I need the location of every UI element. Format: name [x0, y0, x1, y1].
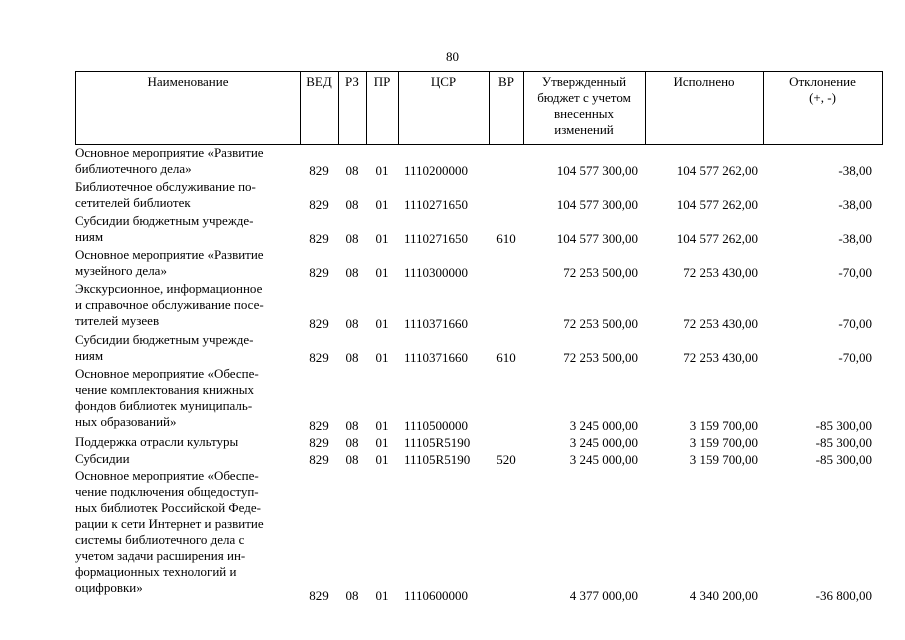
row-approved: 72 253 500,00	[563, 350, 638, 365]
table-header	[75, 71, 883, 145]
header-deviation: Отклонение (+, -)	[789, 74, 856, 105]
row-csr: 1110371660	[404, 350, 469, 365]
header-csr: ЦСР	[430, 74, 457, 89]
row-deviation: -38,00	[838, 163, 872, 178]
row-csr: 1110200000	[404, 163, 469, 178]
table-row	[0, 366, 905, 434]
row-pr: 01	[375, 265, 389, 280]
row-name: Субсидии бюджетным учрежде- ниям	[75, 332, 254, 363]
row-rz: 08	[345, 231, 359, 246]
header-executed: Исполнено	[673, 74, 735, 89]
row-vr: 610	[496, 350, 516, 365]
row-rz: 08	[345, 452, 359, 467]
row-executed: 3 159 700,00	[689, 418, 758, 433]
row-pr: 01	[375, 163, 389, 178]
row-ved: 829	[309, 265, 329, 280]
row-pr: 01	[375, 350, 389, 365]
row-executed: 72 253 430,00	[683, 316, 758, 331]
row-executed: 72 253 430,00	[683, 265, 758, 280]
row-approved: 4 377 000,00	[569, 588, 638, 603]
row-pr: 01	[375, 231, 389, 246]
row-executed: 104 577 262,00	[676, 231, 758, 246]
row-executed: 4 340 200,00	[689, 588, 758, 603]
table-row	[0, 451, 905, 468]
row-pr: 01	[375, 435, 389, 450]
row-csr: 1110500000	[404, 418, 469, 433]
row-ved: 829	[309, 418, 329, 433]
row-pr: 01	[375, 418, 389, 433]
row-approved: 3 245 000,00	[569, 418, 638, 433]
table-row	[0, 434, 905, 451]
row-csr: 11105R5190	[404, 452, 471, 467]
row-rz: 08	[345, 316, 359, 331]
row-approved: 3 245 000,00	[569, 452, 638, 467]
row-rz: 08	[345, 265, 359, 280]
row-csr: 11105R5190	[404, 435, 471, 450]
header-vr: ВР	[498, 74, 514, 89]
row-rz: 08	[345, 197, 359, 212]
row-csr: 1110300000	[404, 265, 469, 280]
row-approved: 3 245 000,00	[569, 435, 638, 450]
row-ved: 829	[309, 197, 329, 212]
row-rz: 08	[345, 435, 359, 450]
row-deviation: -70,00	[838, 350, 872, 365]
row-deviation: -36 800,00	[815, 588, 872, 603]
row-name: Субсидии	[75, 451, 130, 466]
row-csr: 1110371660	[404, 316, 469, 331]
row-name: Основное мероприятие «Обеспе- чение комплектования книжных фондов библиотек муниципаль- ных образований»	[75, 366, 259, 429]
row-ved: 829	[309, 350, 329, 365]
row-name: Экскурсионное, информационное и справочное обслуживание посе- тителей музеев	[75, 281, 264, 328]
row-executed: 3 159 700,00	[689, 452, 758, 467]
header-ved: ВЕД	[306, 74, 332, 89]
row-approved: 72 253 500,00	[563, 265, 638, 280]
table-row	[0, 247, 905, 281]
row-name: Основное мероприятие «Обеспе- чение подключения общедоступ- ных библиотек Российской Феде- рации к сети Интернет и развитие системы библиотечного дела с учетом задачи расширения ин- формационных технологий и оцифровки»	[75, 468, 264, 595]
row-name: Поддержка отрасли культуры	[75, 434, 239, 449]
row-executed: 104 577 262,00	[676, 163, 758, 178]
row-pr: 01	[375, 197, 389, 212]
row-executed: 72 253 430,00	[683, 350, 758, 365]
row-csr: 1110600000	[404, 588, 469, 603]
row-deviation: -85 300,00	[815, 452, 872, 467]
header-approved: Утвержденный бюджет с учетом внесенных изменений	[537, 74, 631, 137]
row-ved: 829	[309, 588, 329, 603]
header-name: Наименование	[147, 74, 229, 89]
row-deviation: -38,00	[838, 197, 872, 212]
row-approved: 72 253 500,00	[563, 316, 638, 331]
row-rz: 08	[345, 163, 359, 178]
table-row	[0, 468, 905, 604]
row-deviation: -70,00	[838, 265, 872, 280]
row-csr: 1110271650	[404, 197, 469, 212]
header-pr: ПР	[373, 74, 391, 89]
table-row	[0, 213, 905, 247]
row-csr: 1110271650	[404, 231, 469, 246]
row-deviation: -85 300,00	[815, 418, 872, 433]
row-executed: 104 577 262,00	[676, 197, 758, 212]
row-ved: 829	[309, 231, 329, 246]
row-rz: 08	[345, 588, 359, 603]
row-name: Основное мероприятие «Развитие музейного дела»	[75, 247, 264, 278]
row-approved: 104 577 300,00	[556, 231, 638, 246]
row-ved: 829	[309, 163, 329, 178]
table-row	[0, 332, 905, 366]
row-vr: 610	[496, 231, 516, 246]
row-pr: 01	[375, 588, 389, 603]
table-row	[0, 179, 905, 213]
row-ved: 829	[309, 452, 329, 467]
table-row	[0, 145, 905, 179]
row-pr: 01	[375, 316, 389, 331]
row-executed: 3 159 700,00	[689, 435, 758, 450]
row-name: Основное мероприятие «Развитие библиотечного дела»	[75, 145, 264, 176]
row-rz: 08	[345, 350, 359, 365]
row-pr: 01	[375, 452, 389, 467]
row-ved: 829	[309, 435, 329, 450]
row-rz: 08	[345, 418, 359, 433]
header-rz: РЗ	[345, 74, 359, 89]
row-name: Библиотечное обслуживание по- сетителей библиотек	[75, 179, 256, 210]
row-deviation: -85 300,00	[815, 435, 872, 450]
row-deviation: -38,00	[838, 231, 872, 246]
row-vr: 520	[496, 452, 516, 467]
row-name: Субсидии бюджетным учрежде- ниям	[75, 213, 254, 244]
row-ved: 829	[309, 316, 329, 331]
row-approved: 104 577 300,00	[556, 197, 638, 212]
row-deviation: -70,00	[838, 316, 872, 331]
page-number: 80	[446, 49, 459, 64]
row-approved: 104 577 300,00	[556, 163, 638, 178]
table-row	[0, 281, 905, 332]
